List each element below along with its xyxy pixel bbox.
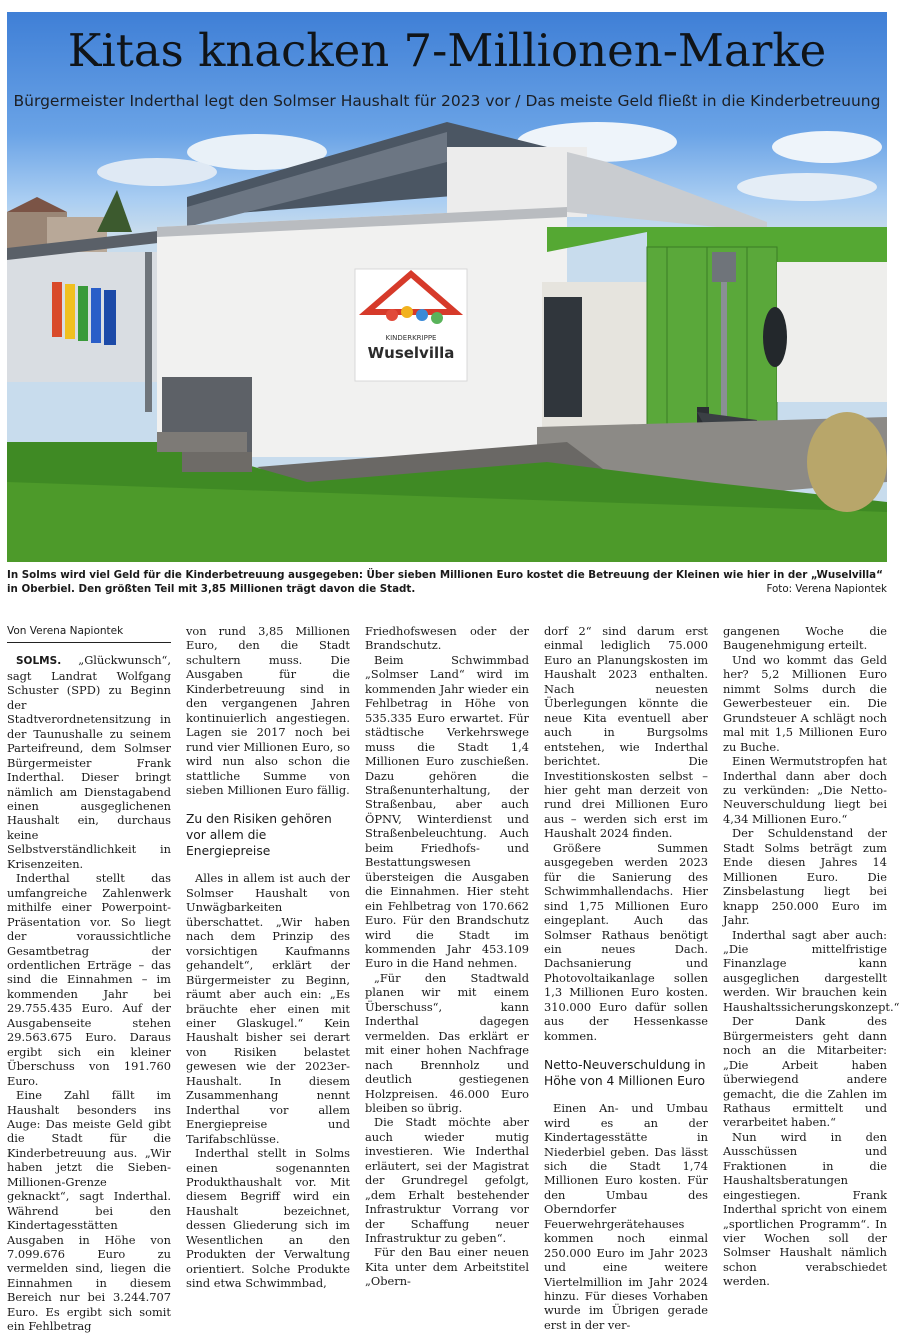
paragraph: Beim Schwimmbad „Solmser Land“ wird im kommenden Jahr wieder ein Fehlbetrag in Höhe von 535.335 Euro erwartet. Für städtische Verkehrswege muss die Stadt 1,4 Millionen Euro zuschießen. Dazu gehören die Straßenunterhaltung, der Straßenbau, aber auch ÖPNV, Winterdienst und Straßenbeleuchtung. Auch beim Friedhofs- und Bestattungswesen übersteigen die Ausgaben die Einnahmen. Hier steht ein Fehlbetrag von 170.662 Euro. Für den Brandschutz wird die Stadt im kommenden Jahr 453.109 Euro in die Hand nehmen. [365, 652, 529, 971]
article-photo [7, 12, 887, 562]
paragraph: Friedhofswesen oder der Brandschutz. [365, 624, 529, 653]
subheading: Zu den Risiken gehören vor allem die Energiepreise [186, 812, 332, 859]
column-4 [544, 624, 708, 1332]
paragraph: Inderthal sagt aber auch: „Die mittelfristige Finanzlage kann ausgeglichen dargestellt werden. Wir brauchen kein Haushaltssicherungskonzept.“ [723, 927, 900, 1014]
paragraph: dorf 2“ sind darum erst einmal lediglich 75.000 Euro an Planungskosten im Haushalt 2023 enthalten. Nach neuesten Überlegungen könnte die neue Kita eventuell aber auch in Burgsolms entstehen, wie Inderthal berichtet. Die Investitionskosten selbst – hier geht man derzeit von rund drei Millionen Euro aus – werden sich erst im Haushalt 2024 finden. [544, 624, 708, 841]
paragraph-text: „Glückwunsch“, sagt Landrat Wolfgang Schuster (SPD) zu Beginn der Stadtverordnetensitzung in der Taunushalle zu seinem Parteifreund, dem Solmser Bürgermeister Frank Inderthal. Dieser bringt nämlich am Dienstagabend einen ausgeglichenen Haushalt ein, durchaus keine Selbstverständlichkeit in Krisenzeiten. [7, 653, 171, 871]
paragraph: Inderthal stellt in Solms einen sogenannten Produkthaushalt vor. Mit diesem Begriff wird ein Haushalt bezeichnet, dessen Gliederung sich im Wesentlichen an den Produkten der Verwaltung orientiert. Solche Produkte sind etwa Schwimmbad, [186, 1146, 350, 1291]
paragraph: Einen Wermutstropfen hat Inderthal dann aber doch zu verkünden: „Die Netto-Neuverschuldung liegt bei 4,34 Millionen Euro.“ [723, 754, 887, 826]
paragraph: Nun wird in den Ausschüssen und Fraktionen in die Haushaltsberatungen eingestiegen. Frank Inderthal spricht von einem „sportlichen Programm“. In vier Wochen soll der Solmser Haushalt nämlich schon verabschiedet werden. [723, 1129, 887, 1289]
paragraph: Die Stadt möchte aber auch wieder mutig investieren. Wie Inderthal erläutert, sei der Magistrat der Grundregel gefolgt, „dem Erhalt bestehender Infrastruktur Vorrang vor der Schaffung neuer Infrastruktur zu geben“. [365, 1115, 529, 1246]
paragraph: Der Dank des Bürgermeisters geht dann noch an die Mitarbeiter: „Die Arbeit haben überwiegend andere gemacht, die die Zahlen im Rathaus ermittelt und verarbeitet haben.“ [723, 1014, 887, 1130]
headline: Kitas knacken 7-Millionen-Marke [67, 24, 827, 77]
subheadline: Bürgermeister Inderthal legt den Solmser Haushalt für 2023 vor / Das meiste Geld fließt in die Kinderbetreuung [13, 92, 881, 110]
photo-credit: Foto: Verena Napiontek [766, 583, 887, 595]
column-3 [365, 624, 529, 1289]
column-1 [7, 624, 171, 1334]
paragraph: Alles in allem ist auch der Solmser Haushalt von Unwägbarkeiten überschattet. „Wir haben nach dem Prinzip des vorsichtigen Kaufmanns gehandelt“, erklärt der Bürgermeister zu Beginn, räumt aber auch ein: „Es bräuchte eher einen mit einer Glaskugel.“ Kein Haushalt bisher sei derart von Risiken belastet gewesen wie der 2023er-Haushalt. In diesem Zusammenhang nennt Inderthal vor allem Energiepreise und Tarifabschlüsse. [186, 871, 350, 1146]
sign-name-text: Wuselvilla [367, 344, 455, 362]
paragraph: Größere Summen ausgegeben werden 2023 für die Sanierung des Schwimmhallendachs. Hier sind 1,75 Millionen Euro eingeplant. Auch das Solmser Rathaus benötigt ein neues Dach. Dachsanierung und Photovoltaikanlage sollen 1,3 Millionen Euro kosten. 310.000 Euro dafür sollen aus der Hessenkasse kommen. [544, 840, 708, 1043]
dateline: SOLMS. [16, 655, 62, 668]
paragraph: von rund 3,85 Millionen Euro, den die Stadt schultern muss. Die Ausgaben für die Kinderbetreuung sind in den vergangenen Jahren kontinuierlich angestiegen. Lagen sie 2017 noch bei rund vier Millionen Euro, so wird nun also schon die stattliche Summe von sieben Millionen Euro fällig. [186, 624, 350, 797]
paragraph: Und wo kommt das Geld her? 5,2 Millionen Euro nimmt Solms durch die Gewerbesteuer ein. Die Grundsteuer A schlägt noch mal mit 1,5 Millionen Euro zu Buche. [723, 652, 887, 754]
article-body [7, 624, 900, 1334]
column-5 [723, 624, 900, 1289]
paragraph: gangenen Woche die Baugenehmigung erteilt. [723, 624, 887, 653]
subheading: Netto-Neuverschuldung in Höhe von 4 Millionen Euro [544, 1058, 706, 1089]
paragraph [7, 653, 171, 871]
paragraph: Eine Zahl fällt im Haushalt besonders ins Auge: Das meiste Geld gibt die Stadt für die Kinderbetreuung aus. „Wir haben jetzt die Sieben-Millionen-Grenze geknackt“, sagt Inderthal. Während bei den Kindertagesstätten Ausgaben in Höhe von 7.099.676 Euro zu vermelden sind, liegen die Einnahmen in diesem Bereich nur bei 3.244.707 Euro. Es ergibt sich somit ein Fehlbetrag [7, 1088, 171, 1334]
byline: Von Verena Napiontek [7, 624, 171, 643]
column-2 [186, 624, 350, 1291]
paragraph: Einen An- und Umbau wird es an der Kindertagesstätte in Niederbiel geben. Das lässt sich die Stadt 1,74 Millionen Euro kosten. Für den Umbau des Oberndorfer Feuerwehrgerätehauses kommen noch einmal 250.000 Euro im Jahr 2023 und eine weitere Viertelmillion im Jahr 2024 hinzu. Für dieses Vorhaben wurde im Übrigen gerade erst in der ver- [544, 1101, 708, 1332]
paragraph: Der Schuldenstand der Stadt Solms beträgt zum Ende diesen Jahres 14 Millionen Euro. Die Zinsbelastung liegt bei knapp 250.000 Euro im Jahr. [723, 826, 887, 928]
paragraph: „Für den Stadtwald planen wir mit einem Überschuss“, kann Inderthal dagegen vermelden. Das erklärt er mit einer hohen Nachfrage nach Brennholz und deutlich gestiegenen Holzpreisen. 46.000 Euro bleiben so übrig. [365, 970, 529, 1115]
sign-top-text: KINDERKRIPPE [385, 334, 437, 342]
photo-caption: In Solms wird viel Geld für die Kinderbetreuung ausgegeben: Über sieben Millionen Euro kostet die Betreuung der Kleinen wie hier in der „Wuselvilla“ in Oberbiel. Den größten Teil mit 3,85 Millionen trägt davon die Stadt. [7, 569, 883, 595]
paragraph: Inderthal stellt das umfangreiche Zahlenwerk mithilfe einer Powerpoint-Präsentation vor. So liegt der voraussichtliche Gesamtbetrag der ordentlichen Erträge – das sind die Einnahmen – im kommenden Jahr bei 29.755.435 Euro. Auf der Ausgabenseite stehen 29.563.675 Euro. Daraus ergibt sich ein kleiner Überschuss von 191.760 Euro. [7, 871, 171, 1088]
paragraph: Für den Bau einer neuen Kita unter dem Arbeitstitel „Obern- [365, 1245, 529, 1289]
